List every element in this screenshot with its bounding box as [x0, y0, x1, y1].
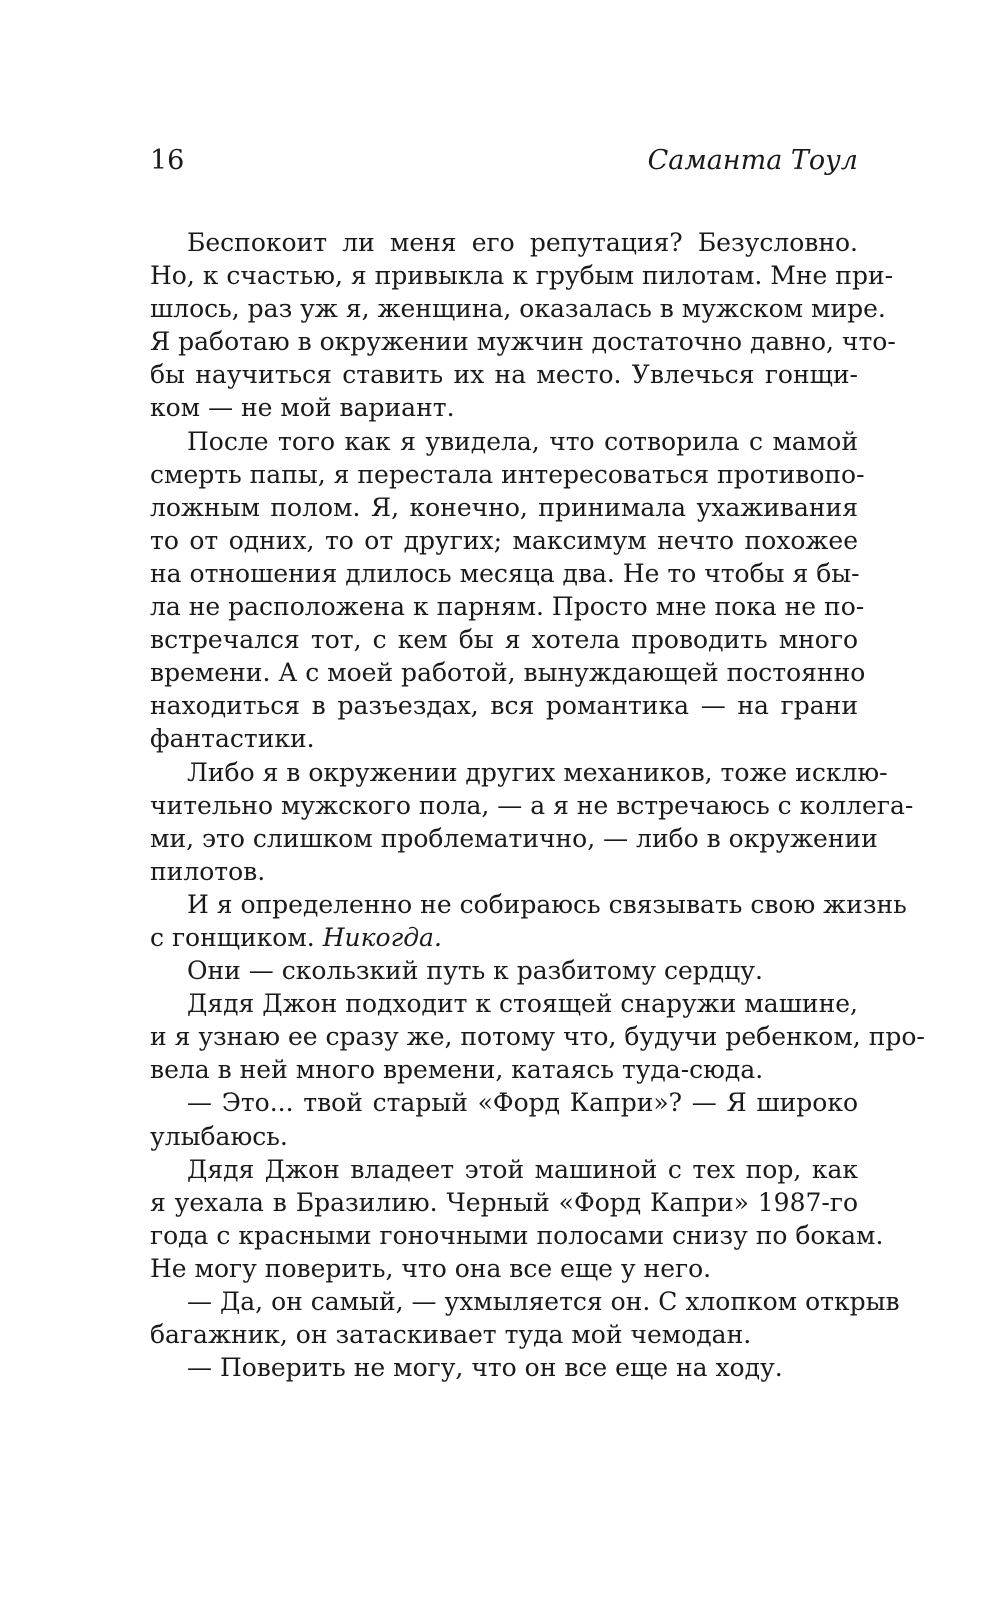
text-line: бы научиться ставить их на место. Увлечься гонщи- [150, 360, 858, 390]
text-line: фантастики. [150, 724, 315, 754]
text-line: Дядя Джон подходит к стоящей снаружи машине, [187, 989, 858, 1019]
text-line: После того как я увидела, что сотворила с мамой [187, 426, 858, 456]
text-line: ком — не мой вариант. [150, 393, 455, 423]
text-line: ложным полом. Я, конечно, принимала ухаживания [150, 492, 858, 522]
text-line [150, 921, 858, 954]
running-title: Саманта Тоул [647, 145, 858, 176]
body-text [150, 226, 925, 1384]
text-line: Не могу поверить, что она все еще у него. [150, 1253, 712, 1283]
text-line: — Поверить не могу, что он все еще на ходу. [187, 1353, 783, 1383]
page-number: 16 [150, 145, 185, 176]
text-line: пилотов. [150, 856, 266, 886]
text-line: и я узнаю ее сразу же, потому что, будучи ребенком, про- [150, 1022, 925, 1052]
running-head [150, 141, 858, 181]
text-fragment: с гонщиком. [150, 922, 323, 952]
text-line: смерть папы, я перестала интересоваться противопо- [150, 459, 865, 489]
text-line: Я работаю в окружении мужчин достаточно давно, что- [150, 327, 896, 357]
text-line: чительно мужского пола, — а я не встречаюсь с коллега- [150, 790, 914, 820]
text-line: Они — скользкий путь к разбитому сердцу. [187, 956, 763, 986]
text-line: встречался тот, с кем бы я хотела проводить много [150, 625, 858, 655]
text-line: И я определенно не собираюсь связывать свою жизнь [187, 889, 907, 919]
text-line: шлось, раз уж я, женщина, оказалась в мужском мире. [150, 294, 886, 324]
text-line: Дядя Джон владеет этой машиной с тех пор, как [187, 1154, 858, 1184]
text-line: — Да, он самый, — ухмыляется он. С хлопком открыв [187, 1287, 900, 1316]
text-line: багажник, он затаскивает туда мой чемодан. [150, 1320, 752, 1350]
text-line: года с красными гоночными полосами снизу по бокам. [150, 1220, 884, 1250]
text-line: на отношения длилось месяца два. Не то чтобы я бы- [150, 558, 860, 588]
text-line: — Это... твой старый «Форд Капри»? — Я широко [187, 1088, 858, 1118]
emphasis-text: Никогда. [322, 922, 442, 952]
text-line: я уехала в Бразилию. Черный «Форд Капри» 1987-го [150, 1187, 858, 1217]
text-line: то от одних, то от других; максимум нечто похожее [150, 525, 858, 555]
text-line: Беспокоит ли меня его репутация? Безусловно. [187, 228, 858, 257]
text-line: ла не расположена к парням. Просто мне пока не по- [150, 592, 865, 622]
text-line: улыбаюсь. [150, 1121, 288, 1151]
text-line: ми, это слишком проблематично, — либо в окружении [150, 823, 878, 853]
text-line: Либо я в окружении других механиков, тоже исклю- [187, 757, 888, 787]
text-line: находиться в разъездах, вся романтика — на грани [150, 691, 858, 721]
text-line: вела в ней много времени, катаясь туда-сюда. [150, 1055, 764, 1085]
text-line: времени. А с моей работой, вынуждающей постоянно [150, 658, 866, 688]
text-line: Но, к счастью, я привыкла к грубым пилотам. Мне при- [150, 261, 894, 291]
